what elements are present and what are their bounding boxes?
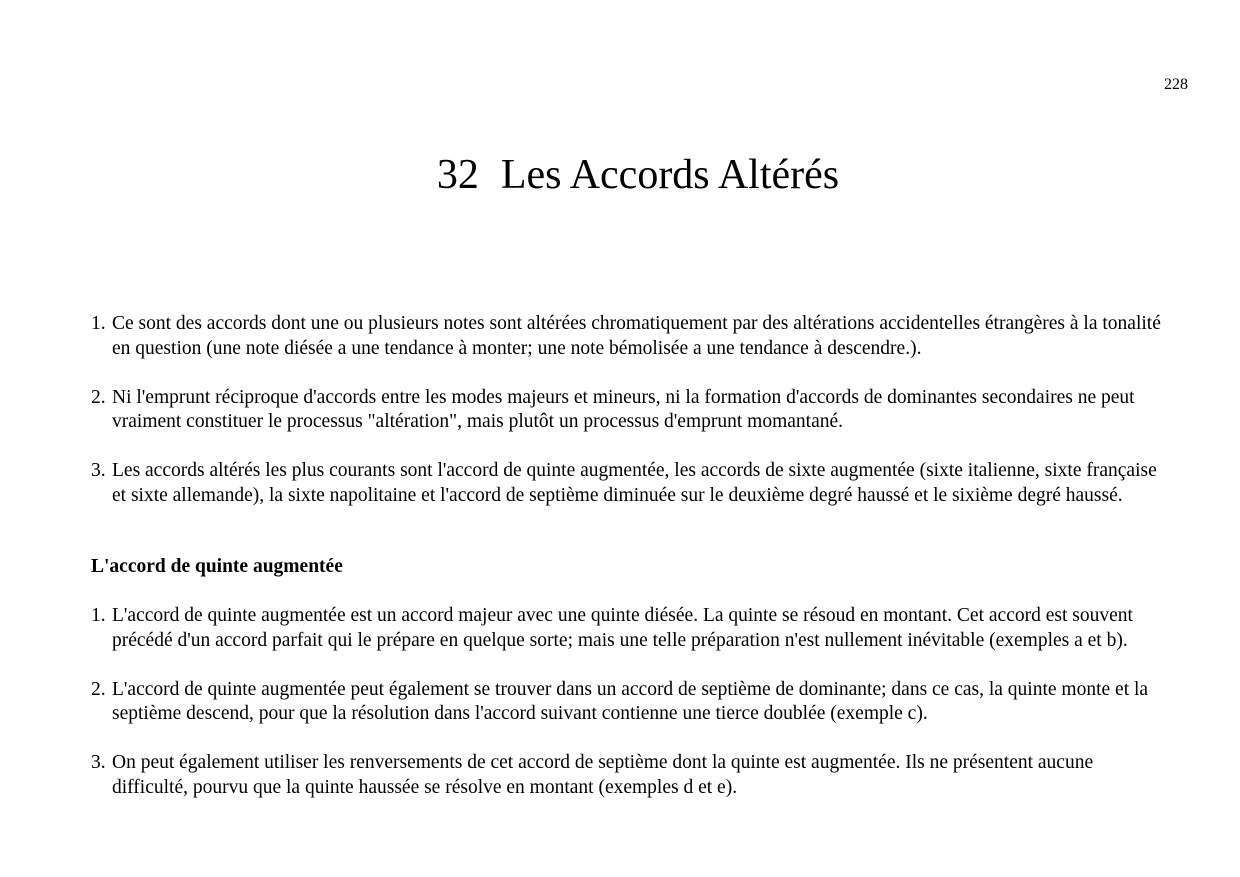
list-marker: 3. [91,460,106,481]
intro-list [91,312,1166,508]
list-item [91,312,1166,361]
list-item [91,678,1166,727]
section-list [91,604,1166,800]
list-item [91,604,1166,653]
page-number: 228 [1164,76,1188,93]
chapter-title-text: Les Accords Altérés [500,152,840,198]
list-marker: 3. [91,752,106,773]
chapter-number: 32 [436,152,479,198]
list-marker: 2. [91,678,106,700]
list-marker: 1. [91,313,106,334]
list-item-text: L'accord de quinte augmentée est un accord majeur avec une quinte diésée. La quinte se résoud en montant. Cet accord est souvent précédé d'un accord parfait qui le prépare en quelque sorte; mais une telle préparation n'est nullement inévitable (exemples a et b). [112,605,1133,651]
list-marker: 1. [91,605,106,626]
chapter-title [0,150,1240,200]
list-item-text: On peut également utiliser les renversements de cet accord de septième dont la quinte est augmentée. Ils ne présentent aucune difficulté, pourvu que la quinte haussée se résolve en montant (exemples d et e). [112,752,1094,798]
list-marker: 2. [91,386,106,408]
list-item-text: Ce sont des accords dont une ou plusieurs notes sont altérées chromatiquement par des altérations accidentelles étrangères à la tonalité en question (une note diésée a une tendance à monter; une note bémolisée a une tendance à descendre.). [112,313,1161,359]
section-heading: L'accord de quinte augmentée [91,556,343,577]
list-item-text: Ni l'emprunt réciproque d'accords entre les modes majeurs et mineurs, ni la formation d'accords de dominantes secondaires ne peut vraiment constituer le processus "altération", mais plutôt un processus d'emprunt momantané. [112,386,1135,432]
list-item [91,459,1166,508]
list-item-text: L'accord de quinte augmentée peut également se trouver dans un accord de septième de dominante; dans ce cas, la quinte monte et la septième descend, pour que la résolution dans l'accord suivant contienne une tierce doublée (exemple c). [112,678,1149,724]
list-item [91,751,1166,800]
list-item-text: Les accords altérés les plus courants sont l'accord de quinte augmentée, les accords de sixte augmentée (sixte italienne, sixte française et sixte allemande), la sixte napolitaine et l'accord de septième diminuée sur le deuxième degré haussé et le sixième degré haussé. [112,460,1157,506]
list-item [91,386,1166,435]
